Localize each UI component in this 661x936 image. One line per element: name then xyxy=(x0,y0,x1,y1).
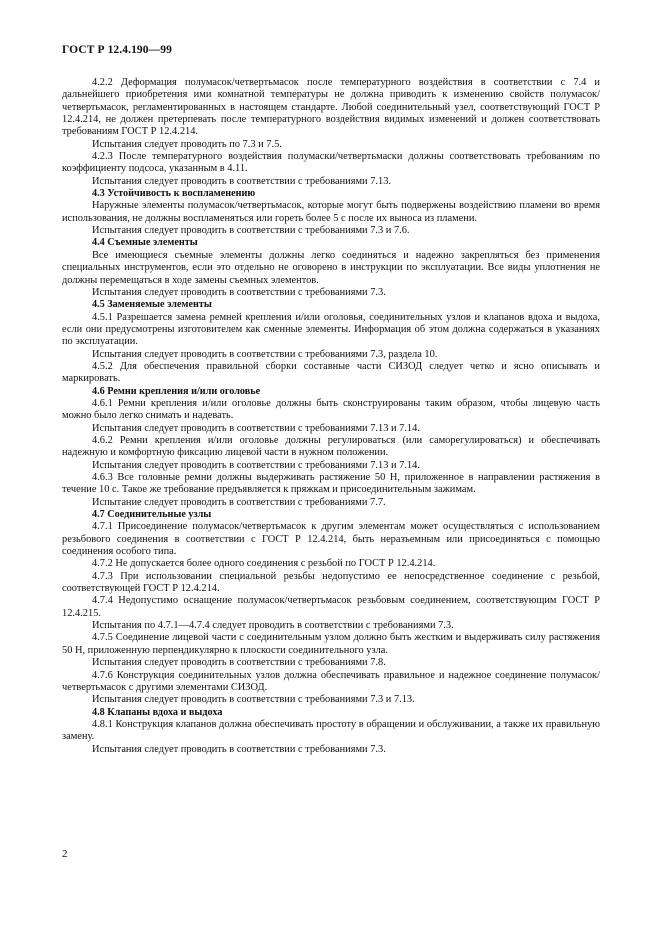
section-heading-4-7: 4.7 Соединительные узлы xyxy=(92,509,212,521)
document-header: ГОСТ Р 12.4.190—99 xyxy=(62,44,172,56)
paragraph-4-6-2: 4.6.2 Ремни крепления и/или оголовье должны регулироваться (или саморегулироваться) и обеспечивать надежную и комфортную фиксацию лицевой части в нужном положении. xyxy=(62,434,600,459)
paragraph-4-3: Наружные элементы полумасок/четвертьмасок, которые могут быть подвержены воздействию пламени во время использования, не должны воспламеняться или гореть более 5 с после их выноса из пламени. xyxy=(62,200,600,224)
test-note: Испытания следует проводить в соответствии с требованиями 7.3. xyxy=(92,743,386,755)
paragraph-4-5-2: 4.5.2 Для обеспечения правильной сборки составные части СИЗОД следует четко и ясно описывать и маркировать. xyxy=(62,360,600,385)
paragraph-4-7-5: 4.7.5 Соединение лицевой части с соединительным узлом должно быть жестким и выдерживать силу растяжения 50 Н, приложенную перпендикулярно к плоскости соединительного узла. xyxy=(62,632,600,656)
paragraph-4-7-6: 4.7.6 Конструкция соединительных узлов должна обеспечивать правильное и надежное соединение полумасок/четвертьмасок с другими элементами СИЗОД. xyxy=(62,669,600,693)
test-note: Испытание следует проводить в соответствии с требованиями 7.7. xyxy=(92,496,386,508)
paragraph-4-6-3: 4.6.3 Все головные ремни должны выдерживать растяжение 50 Н, приложенное в направлении растяжения в течение 10 с. Такое же требование предъявляется к пряжкам и присоединительным зажимам. xyxy=(62,472,600,496)
document-body xyxy=(62,77,600,756)
test-note: Испытания следует проводить в соответствии с требованиями 7.8. xyxy=(92,657,386,669)
paragraph-4-7-3: 4.7.3 При использовании специальной резьбы недопустимо ее непосредственное соединение с резьбой, соответствующей ГОСТ Р 12.4.214. xyxy=(62,570,600,595)
paragraph-4-7-4: 4.7.4 Недопустимо оснащение полумасок/четвертьмасок резьбовым соединением, соответствующим ГОСТ Р 12.4.215. xyxy=(62,595,600,619)
test-note: Испытания следует проводить в соответствии с требованиями 7.3. xyxy=(92,286,386,298)
test-note: Испытания следует проводить по 7.3 и 7.5. xyxy=(92,138,282,150)
test-note: Испытания следует проводить в соответствии с требованиями 7.13. xyxy=(92,175,391,187)
test-note: Испытания следует проводить в соответствии с требованиями 7.3 и 7.13. xyxy=(92,694,415,706)
test-note: Испытания по 4.7.1—4.7.4 следует проводить в соответствии с требованиями 7.3. xyxy=(92,620,454,632)
paragraph-4-2-2: 4.2.2 Деформация полумасок/четвертьмасок после температурного воздействия в соответствии с 7.4 и дальнейшего приобретения ими комнатной температуры не должна приводить к изменению свойств полумасок/четвертьмасок, регламентированных в настоящем стандарте. Любой соединительный узел, соответствующий ГОСТ Р 12.4.214, не должен претерпевать после температурного воздействия видимых изменений и должен соответствовать требованиям ГОСТ Р 12.4.214. xyxy=(62,77,600,138)
page-number: 2 xyxy=(62,848,68,860)
test-note: Испытания следует проводить в соответствии с требованиями 7.13 и 7.14. xyxy=(92,459,420,471)
paragraph-4-2-3: 4.2.3 После температурного воздействия полумаски/четвертьмаски должны соответствовать требованиям по коэффициенту подсоса, указанным в 4.11. xyxy=(62,151,600,175)
section-heading-4-4: 4.4 Съемные элементы xyxy=(92,237,198,249)
test-note: Испытания следует проводить в соответствии с требованиями 7.3 и 7.6. xyxy=(92,225,410,237)
section-heading-4-8: 4.8 Клапаны вдоха и выдоха xyxy=(92,706,223,718)
section-heading-4-3: 4.3 Устойчивость к воспламенению xyxy=(92,188,256,200)
section-heading-4-5: 4.5 Заменяемые элементы xyxy=(92,299,212,311)
paragraph-4-8-1: 4.8.1 Конструкция клапанов должна обеспечивать простоту в обращении и обслуживании, а также их правильную замену. xyxy=(62,718,600,743)
paragraph-4-7-2: 4.7.2 Не допускается более одного соединения с резьбой по ГОСТ Р 12.4.214. xyxy=(92,558,436,570)
test-note: Испытания следует проводить в соответствии с требованиями 7.13 и 7.14. xyxy=(92,422,420,434)
paragraph-4-4: Все имеющиеся съемные элементы должны легко соединяться и надежно закрепляться без применения специальных инструментов, если это отдельно не оговорено в инструкции по эксплуатации. Все виды уплотнения не должны перемещаться в ходе замены съемных элементов. xyxy=(62,249,600,286)
section-heading-4-6: 4.6 Ремни крепления и/или оголовье xyxy=(92,385,261,397)
paragraph-4-5-1: 4.5.1 Разрешается замена ремней крепления и/или оголовья, соединительных узлов и клапанов вдоха и выдоха, если они предусмотрены изготовителем как сменные элементы. Информация об этом должна содержаться в указаниях по эксплуатации. xyxy=(62,311,600,348)
test-note: Испытания следует проводить в соответствии с требованиями 7.3, раздела 10. xyxy=(92,348,438,360)
paragraph-4-7-1: 4.7.1 Присоединение полумасок/четвертьмасок к другим элементам может осуществляться с использованием резьбового соединения в соответствии с ГОСТ Р 12.4.214, быть неразъемным или присоединяться с помощью соединения особого типа. xyxy=(62,521,600,558)
paragraph-4-6-1: 4.6.1 Ремни крепления и/или оголовье должны быть сконструированы таким образом, чтобы лицевую часть можно было легко снимать и надевать. xyxy=(62,397,600,422)
